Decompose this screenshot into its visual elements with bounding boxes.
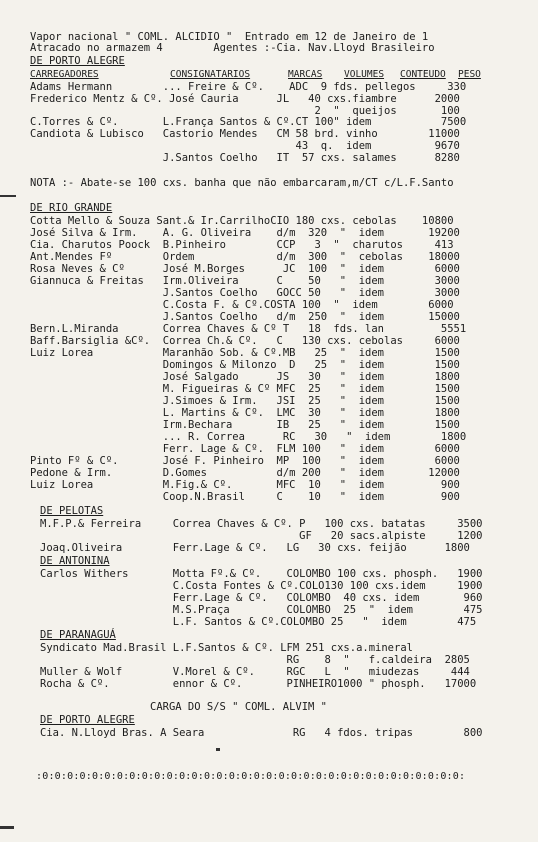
table-row: Joaq.Oliveira Ferr.Lage & Cº. LG 30 cxs. feijão 1800 (40, 542, 470, 554)
carga-title: CARGA DO S/S " COML. ALVIM " (150, 701, 328, 713)
header-line-1: Vapor nacional " COML. ALCIDIO " Entrado em 12 de Janeiro de 1 (30, 31, 429, 43)
section-antonina: DE ANTONINA (40, 555, 110, 567)
table-row: Pinto Fº & Cº. José F. Pinheiro MP 100 " idem 6000 (30, 455, 460, 467)
table-row: Cia. N.Lloyd Bras. A Seara RG 4 fdos. tripas 800 (40, 727, 483, 739)
col-header-conteudo: CONTEUDO (400, 69, 446, 80)
ink-mark (0, 195, 16, 197)
table-row: J.Santos Coelho d/m 250 " idem 15000 (30, 311, 460, 323)
footer-divider: :0:0:0:0:0:0:0:0:0:0:0:0:0:0:0:0:0:0:0:0:0:0:0:0:0:0:0:0:0:0:0:0:0:0: (36, 771, 466, 782)
table-row: Cia. Charutos Poock B.Pinheiro CCP 3 " charutos 413 (30, 239, 454, 251)
table-row: C.Costa Fontes & Cº.COLO130 100 cxs.idem 1900 (40, 580, 483, 592)
table-row: C.Torres & Cº. L.França Santos & Cº.CT 100" idem 7500 (30, 116, 467, 128)
table-row: Luiz Lorea Maranhão Sob. & Cº.MB 25 " idem 1500 (30, 347, 460, 359)
table-row: Baff.Barsiglia &Cº. Correa Ch.& Cº. C 130 cxs. cebolas 6000 (30, 335, 460, 347)
table-row: Ferr. Lage & Cº. FLM 100 " idem 6000 (30, 443, 460, 455)
table-row: J.Santos Coelho GOCC 50 " idem 3000 (30, 287, 460, 299)
col-header-marcas: MARCAS (288, 69, 323, 80)
table-row: Irm.Bechara IB 25 " idem 1500 (30, 419, 460, 431)
table-row: 2 " queijos 100 (30, 105, 460, 117)
table-row: Rocha & Cº. ennor & Cº. PINHEIRO1000 " phosph. 17000 (40, 678, 477, 690)
table-row: Frederico Mentz & Cº. José Cauria JL 40 cxs.fiambre 2000 (30, 93, 460, 105)
table-row: Ant.Mendes Fº Ordem d/m 300 " cebolas 18000 (30, 251, 460, 263)
table-row: Giannuca & Freitas Irm.Oliveira C 50 " idem 3000 (30, 275, 460, 287)
table-row: José Salgado JS 30 " idem 1800 (30, 371, 460, 383)
table-row: José Silva & Irm. A. G. Oliveira d/m 320 " idem 19200 (30, 227, 460, 239)
section-rio-grande: DE RIO GRANDE (30, 202, 113, 214)
table-row: Candiota & Lubisco Castorio Mendes CM 58 brd. vinho 11000 (30, 128, 460, 140)
table-row: L. Martins & Cº. LMC 30 " idem 1800 (30, 407, 460, 419)
table-row: 43 q. idem 9670 (30, 140, 460, 152)
ink-mark (216, 748, 220, 751)
table-row: RG 8 " f.caldeira 2805 (40, 654, 470, 666)
ink-mark (0, 826, 14, 829)
table-row: Syndicato Mad.Brasil L.F.Santos & Cº. LFM 251 cxs.a.mineral (40, 642, 413, 654)
table-row: J.Simoes & Irm. JSI 25 " idem 1500 (30, 395, 460, 407)
header-line-2: Atracado no armazem 4 Agentes :-Cia. Nav.Lloyd Brasileiro (30, 42, 435, 54)
table-row: J.Santos Coelho IT 57 cxs. salames 8280 (30, 152, 460, 164)
section-pelotas: DE PELOTAS (40, 505, 104, 517)
col-header-peso: PESO (458, 69, 481, 80)
table-row: C.Costa F. & Cº.COSTA 100 " idem 6000 (30, 299, 454, 311)
table-row: Coop.N.Brasil C 10 " idem 900 (30, 491, 460, 503)
table-row: Adams Hermann ... Freire & Cº. ADC 9 fds. pellegos 330 (30, 81, 467, 93)
table-row: GF 20 sacs.alpiste 1200 (40, 530, 483, 542)
col-header-volumes: VOLUMES (344, 69, 385, 80)
table-row: M.F.P.& Ferreira Correa Chaves & Cº. P 100 cxs. batatas 3500 (40, 518, 483, 530)
section-paranagua: DE PARANAGUÁ (40, 629, 116, 641)
table-row: Cotta Mello & Souza Sant.& Ir.CarrilhoCIO 180 cxs. cebolas 10800 (30, 215, 454, 227)
nota-line: NOTA :- Abate-se 100 cxs. banha que não embarcaram,m/CT c/L.F.Santo (30, 177, 454, 189)
table-row: Muller & Wolf V.Morel & Cº. RGC L " miudezas 444 (40, 666, 470, 678)
table-row: M.S.Praça COLOMBO 25 " idem 475 (40, 604, 483, 616)
table-row: M. Figueiras & Cº MFC 25 " idem 1500 (30, 383, 460, 395)
table-row: Carlos Withers Motta Fº.& Cº. COLOMBO 100 cxs. phosph. 1900 (40, 568, 483, 580)
table-row: Ferr.Lage & Cº. COLOMBO 40 cxs. idem 960 (40, 592, 483, 604)
table-row: Rosa Neves & Cº José M.Borges JC 100 " idem 6000 (30, 263, 460, 275)
col-header-carregadores: CARREGADORES (30, 69, 99, 80)
section-porto-alegre: DE PORTO ALEGRE (30, 55, 125, 67)
col-header-consignatarios: CONSIGNATARIOS (170, 69, 251, 80)
table-row: L.F. Santos & Cº.COLOMBO 25 " idem 475 (40, 616, 477, 628)
table-row: Bern.L.Miranda Correa Chaves & Cº T 18 fds. lan 5551 (30, 323, 467, 335)
section-porto-alegre-2: DE PORTO ALEGRE (40, 714, 135, 726)
table-row: Luiz Lorea M.Fig.& Cº. MFC 10 " idem 900 (30, 479, 460, 491)
table-row: Pedone & Irm. D.Gomes d/m 200 " idem 12000 (30, 467, 460, 479)
table-row: ... R. Correa RC 30 " idem 1800 (30, 431, 467, 443)
table-row: Domingos & Milonzo D 25 " idem 1500 (30, 359, 460, 371)
